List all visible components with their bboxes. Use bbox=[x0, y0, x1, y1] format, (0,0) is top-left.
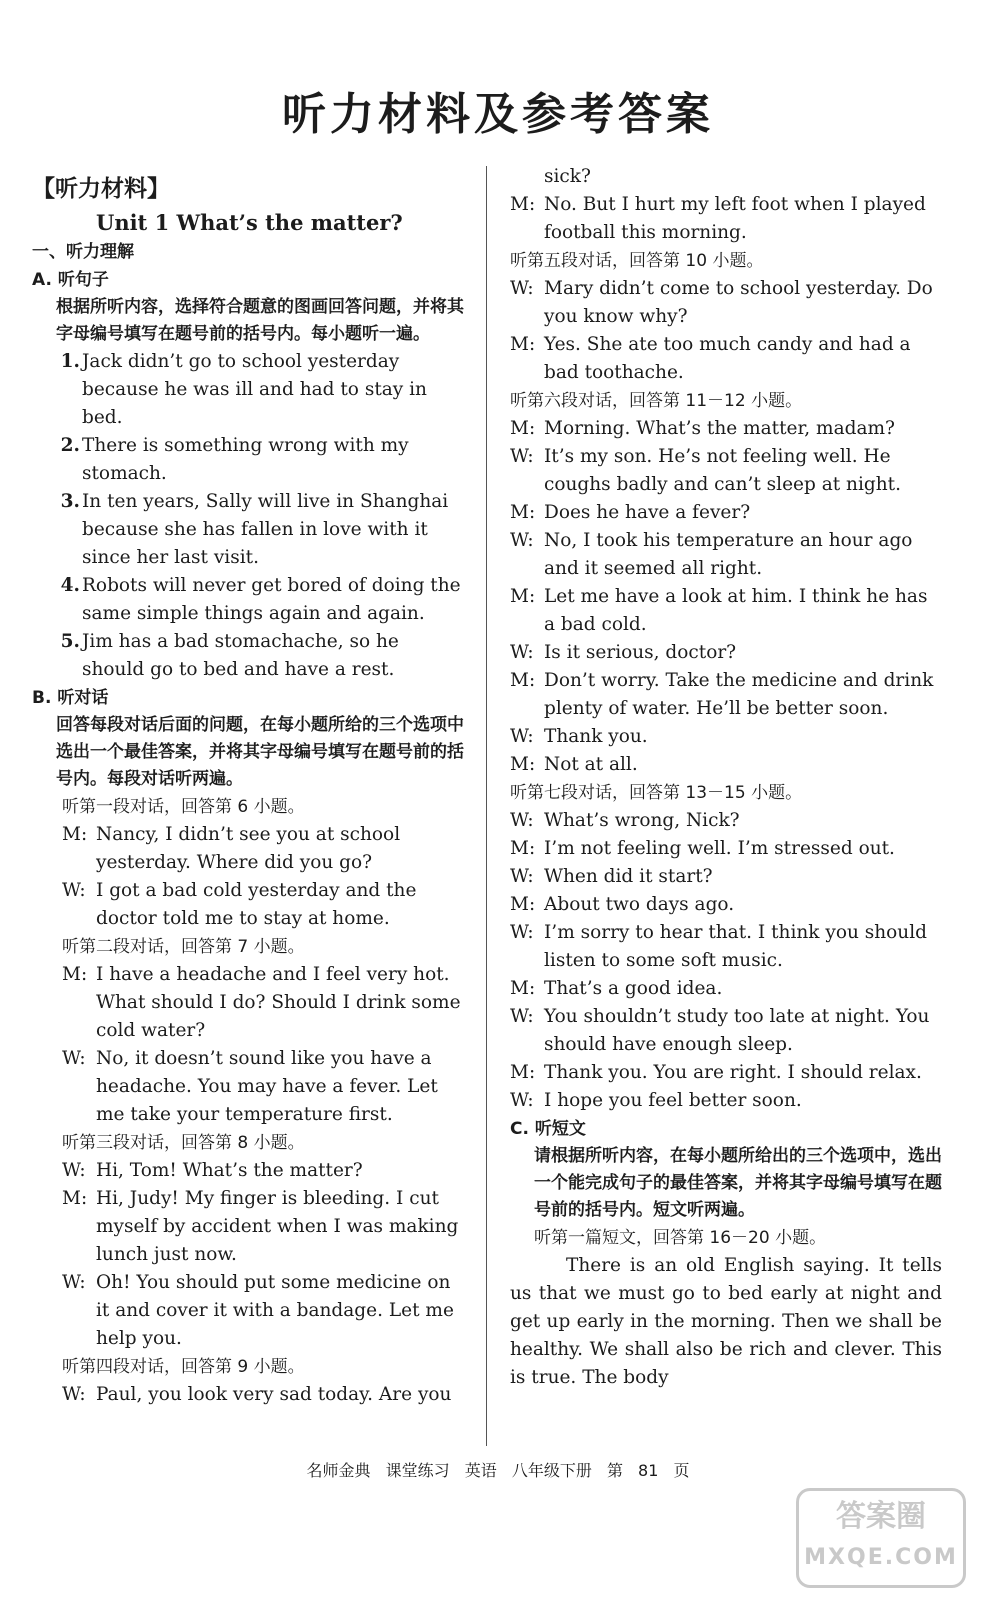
dialog-text: Let me have a look at him. I think he has a bad cold. bbox=[544, 586, 928, 635]
footer-page: 第 81 页 bbox=[606, 1461, 690, 1480]
unit-title: Unit 1 What’s the matter? bbox=[96, 210, 403, 235]
dialog-line bbox=[510, 499, 942, 527]
dialog-line bbox=[510, 1059, 942, 1087]
dialog-heading: 听第四段对话，回答第 9 小题。 bbox=[62, 1357, 305, 1377]
dialog-text: sick? bbox=[544, 166, 591, 187]
dialog-line bbox=[510, 891, 942, 919]
item-text: In ten years, Sally will live in Shanghai because she has fallen in love with it since her last visit. bbox=[82, 491, 449, 568]
dialog-text: I’m not feeling well. I’m stressed out. bbox=[544, 838, 895, 859]
dialog-line bbox=[510, 863, 942, 891]
dialog-text: I have a headache and I feel very hot. What should I do? Should I drink some cold water? bbox=[96, 964, 461, 1041]
sentence-item bbox=[32, 348, 464, 432]
dialog-text: About two days ago. bbox=[544, 894, 735, 915]
speaker-label: W: bbox=[62, 880, 86, 901]
dialog-line bbox=[510, 1003, 942, 1059]
dialog-text: When did it start? bbox=[544, 866, 713, 887]
speaker-spacer bbox=[510, 163, 544, 191]
item-number: 2. bbox=[60, 435, 80, 456]
dialog-heading: 听第五段对话，回答第 10 小题。 bbox=[510, 251, 764, 271]
speaker-label: M: bbox=[510, 978, 536, 999]
section-heading: 【听力材料】 bbox=[32, 176, 170, 202]
page-footer bbox=[0, 1458, 996, 1481]
dialog-text: Mary didn’t come to school yesterday. Do you know why? bbox=[544, 278, 933, 327]
speaker-label: M: bbox=[510, 502, 536, 523]
dialog-line bbox=[510, 835, 942, 863]
dialog-text: No, I took his temperature an hour ago and it seemed all right. bbox=[544, 530, 913, 579]
left-column bbox=[32, 172, 464, 1502]
dialog-text: I’m sorry to hear that. I think you should listen to some soft music. bbox=[544, 922, 927, 971]
part-c-label: C. 听短文 bbox=[510, 1119, 586, 1139]
column-divider bbox=[486, 166, 487, 1446]
dialog-text: Thank you. You are right. I should relax. bbox=[544, 1062, 922, 1083]
speaker-label: M: bbox=[510, 894, 536, 915]
dialog-text: No. But I hurt my left foot when I played football this morning. bbox=[544, 194, 926, 243]
dialog-line bbox=[510, 583, 942, 639]
part-b-instruction: 回答每段对话后面的问题，在每小题所给的三个选项中选出一个最佳答案，并将其字母编号填写在题号前的括号内。每段对话听两遍。 bbox=[56, 715, 464, 789]
part-b-label: B. 听对话 bbox=[32, 688, 109, 708]
dialog-text: Hi, Judy! My finger is bleeding. I cut myself by accident when I was making lunch just now. bbox=[96, 1188, 459, 1265]
speaker-label: W: bbox=[510, 726, 534, 747]
sentence-item bbox=[32, 488, 464, 572]
speaker-label: W: bbox=[62, 1160, 86, 1181]
dialog-line bbox=[510, 723, 942, 751]
dialog-line bbox=[510, 191, 942, 247]
dialog-line bbox=[510, 415, 942, 443]
dialog-text: Oh! You should put some medicine on it and cover it with a bandage. Let me help you. bbox=[96, 1272, 454, 1349]
item-text: Jim has a bad stomachache, so he should go to bed and have a rest. bbox=[82, 631, 399, 680]
footer-series: 课堂练习 bbox=[385, 1461, 450, 1480]
item-text: There is something wrong with my stomach. bbox=[82, 435, 409, 484]
dialog-line bbox=[510, 443, 942, 499]
speaker-label: M: bbox=[510, 670, 536, 691]
dialog-line bbox=[510, 639, 942, 667]
part-c-passage: There is an old English saying. It tells us that we must go to bed early at night and get up early in the morning. Then we shall be healthy. We shall also be rich and clever. This is true. The body bbox=[510, 1255, 942, 1388]
dialog-line bbox=[32, 1269, 464, 1353]
speaker-label: W: bbox=[62, 1384, 86, 1405]
sentence-item bbox=[32, 432, 464, 488]
speaker-label: M: bbox=[510, 586, 536, 607]
dialog-line bbox=[32, 1185, 464, 1269]
dialog-line bbox=[32, 1381, 464, 1409]
dialog-line bbox=[510, 667, 942, 723]
speaker-label: M: bbox=[510, 418, 536, 439]
dialog-text: Paul, you look very sad today. Are you bbox=[96, 1384, 452, 1405]
speaker-label: W: bbox=[62, 1048, 86, 1069]
speaker-label: W: bbox=[510, 446, 534, 467]
dialog-line bbox=[32, 1045, 464, 1129]
speaker-label: W: bbox=[510, 922, 534, 943]
dialog-line bbox=[510, 331, 942, 387]
speaker-label: W: bbox=[510, 642, 534, 663]
right-dialogs bbox=[510, 163, 942, 1115]
sentence-item bbox=[32, 628, 464, 684]
left-dialogs bbox=[32, 793, 464, 1409]
dialog-line bbox=[510, 975, 942, 1003]
speaker-label: M: bbox=[510, 754, 536, 775]
item-number: 1. bbox=[60, 351, 80, 372]
part-a-items bbox=[32, 348, 464, 684]
footer-grade: 八年级下册 bbox=[511, 1461, 592, 1480]
dialog-text: Is it serious, doctor? bbox=[544, 642, 737, 663]
item-number: 4. bbox=[60, 575, 80, 596]
part-c-instruction: 请根据所听内容，在每小题所给出的三个选项中，选出一个能完成句子的最佳答案，并将其字母编号填写在题号前的括号内。短文听两遍。 bbox=[534, 1146, 942, 1220]
dialog-text: Not at all. bbox=[544, 754, 638, 775]
dialog-line bbox=[32, 821, 464, 877]
item-text: Jack didn’t go to school yesterday because he was ill and had to stay in bed. bbox=[82, 351, 427, 428]
dialog-line bbox=[510, 919, 942, 975]
dialog-heading: 听第一段对话，回答第 6 小题。 bbox=[62, 797, 305, 817]
dialog-text: What’s wrong, Nick? bbox=[544, 810, 740, 831]
item-text: Robots will never get bored of doing the same simple things again and again. bbox=[82, 575, 461, 624]
dialog-line bbox=[510, 751, 942, 779]
speaker-label: M: bbox=[510, 1062, 536, 1083]
dialog-line bbox=[510, 275, 942, 331]
dialog-text: You shouldn’t study too late at night. You should have enough sleep. bbox=[544, 1006, 930, 1055]
speaker-label: W: bbox=[510, 810, 534, 831]
dialog-text: Yes. She ate too much candy and had a bad toothache. bbox=[544, 334, 911, 383]
speaker-label: W: bbox=[510, 278, 534, 299]
dialog-text: Morning. What’s the matter, madam? bbox=[544, 418, 895, 439]
dialog-text: Hi, Tom! What’s the matter? bbox=[96, 1160, 363, 1181]
dialog-text: No, it doesn’t sound like you have a headache. You may have a fever. Let me take your temperature first. bbox=[96, 1048, 438, 1125]
right-column bbox=[510, 163, 942, 1502]
speaker-label: W: bbox=[510, 1006, 534, 1027]
footer-brand: 名师金典 bbox=[306, 1461, 371, 1480]
dialog-text: Nancy, I didn’t see you at school yesterday. Where did you go? bbox=[96, 824, 401, 873]
dialog-text: I got a bad cold yesterday and the doctor told me to stay at home. bbox=[96, 880, 417, 929]
stamp-bottom: MXQE.COM bbox=[804, 1545, 958, 1570]
dialog-text: Don’t worry. Take the medicine and drink plenty of water. He’ll be better soon. bbox=[544, 670, 934, 719]
speaker-label: M: bbox=[62, 964, 88, 985]
dialog-text: It’s my son. He’s not feeling well. He coughs badly and can’t sleep at night. bbox=[544, 446, 901, 495]
speaker-label: W: bbox=[510, 530, 534, 551]
part-one-heading: 一、听力理解 bbox=[32, 242, 134, 262]
dialog-heading: 听第六段对话，回答第 11－12 小题。 bbox=[510, 391, 803, 411]
speaker-label: W: bbox=[510, 866, 534, 887]
dialog-heading: 听第七段对话，回答第 13－15 小题。 bbox=[510, 783, 803, 803]
dialog-line bbox=[510, 527, 942, 583]
speaker-label: M: bbox=[510, 194, 536, 215]
part-a-instruction: 根据所听内容，选择符合题意的图画回答问题，并将其字母编号填写在题号前的括号内。每小题听一遍。 bbox=[56, 297, 464, 344]
watermark-stamp bbox=[796, 1488, 966, 1588]
dialog-text: Does he have a fever? bbox=[544, 502, 751, 523]
sentence-item bbox=[32, 572, 464, 628]
dialog-text: I hope you feel better soon. bbox=[544, 1090, 802, 1111]
speaker-label: M: bbox=[510, 838, 536, 859]
dialog-heading: 听第三段对话，回答第 8 小题。 bbox=[62, 1133, 305, 1153]
dialog-line bbox=[32, 877, 464, 933]
item-number: 3. bbox=[60, 491, 80, 512]
speaker-label: M: bbox=[62, 1188, 88, 1209]
part-a-label: A. 听句子 bbox=[32, 270, 109, 290]
part-c-heading: 听第一篇短文，回答第 16－20 小题。 bbox=[534, 1228, 827, 1248]
speaker-label: W: bbox=[510, 1090, 534, 1111]
speaker-label: W: bbox=[62, 1272, 86, 1293]
dialog-heading: 听第二段对话，回答第 7 小题。 bbox=[62, 937, 305, 957]
dialog-text: Thank you. bbox=[544, 726, 648, 747]
dialog-line bbox=[510, 807, 942, 835]
dialog-text: That’s a good idea. bbox=[544, 978, 723, 999]
stamp-top: 答案圈 bbox=[836, 1499, 926, 1534]
dialog-line bbox=[32, 961, 464, 1045]
dialog-continuation bbox=[510, 163, 942, 191]
dialog-line bbox=[510, 1087, 942, 1115]
footer-subject: 英语 bbox=[464, 1461, 497, 1480]
page-title: 听力材料及参考答案 bbox=[282, 89, 714, 140]
item-number: 5. bbox=[60, 631, 80, 652]
dialog-line bbox=[32, 1157, 464, 1185]
speaker-label: M: bbox=[62, 824, 88, 845]
speaker-label: M: bbox=[510, 334, 536, 355]
